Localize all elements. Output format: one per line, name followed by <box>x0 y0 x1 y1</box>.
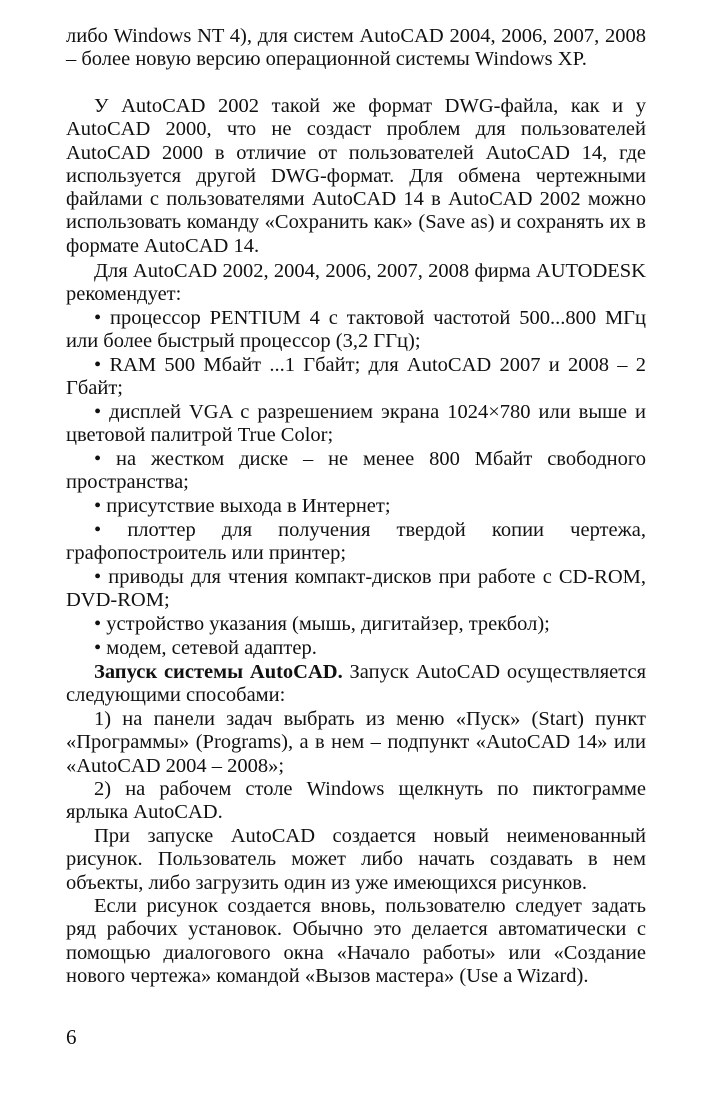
list-item-display: • дисплей VGA с разрешением экрана 1024×780 или выше и цветовой палитрой True Color; <box>66 401 646 447</box>
paragraph-recommendations: Для AutoCAD 2002, 2004, 2006, 2007, 2008 фирма AUTODESK рекомендует: <box>66 260 646 306</box>
list-item-modem: • модем, сетевой адаптер. <box>94 637 317 659</box>
list-item-plotter: • плоттер для получения твердой копии чертежа, графопостроитель или принтер; <box>66 519 646 565</box>
list-item-pointing-device: • устройство указания (мышь, дигитайзер, трекбол); <box>94 613 550 635</box>
launch-heading: Запуск системы AutoCAD. <box>94 661 343 683</box>
paragraph-continued: либо Windows NT 4), для систем AutoCAD 2004, 2006, 2007, 2008 – более новую версию операционной системы Windows XP. <box>66 25 646 71</box>
list-item-processor: • процессор PENTIUM 4 с тактовой частотой 500...800 МГц или более быстрый процессор (3,2 ГГц); <box>66 307 646 353</box>
list-item-disk: • на жестком диске – не менее 800 Мбайт свободного пространства; <box>66 448 646 494</box>
paragraph-setup: Если рисунок создается вновь, пользователю следует задать ряд рабочих установок. Обычно это делается автоматически с помощью диалогового окна «Начало работы» или «Создание нового чертежа» командой «Вызов мастера» (Use a Wizard). <box>66 895 646 987</box>
paragraph-dwg-format: У AutoCAD 2002 такой же формат DWG-файла, как и у AutoCAD 2000, что не создаст проблем для пользователей AutoCAD 2000 в отличие от пользователей AutoCAD 14, где используется другой DWG-формат. Для обмена чертежными файлами с пользователями AutoCAD 14 в AutoCAD 2002 можно использовать команду «Сохранить как» (Save as) и сохранять их в формате AutoCAD 14. <box>66 95 646 257</box>
paragraph-launch <box>66 661 646 708</box>
list-item-ram: • RAM 500 Мбайт ...1 Гбайт; для AutoCAD 2007 и 2008 – 2 Гбайт; <box>66 354 646 400</box>
launch-step-2: 2) на рабочем столе Windows щелкнуть по пиктограмме ярлыка AutoCAD. <box>66 778 646 824</box>
paragraph-new-drawing: При запуске AutoCAD создается новый неименованный рисунок. Пользователь может либо начать создавать в нем объекты, либо загрузить один из уже имеющихся рисунков. <box>66 825 646 894</box>
list-item-internet: • присутствие выхода в Интернет; <box>94 495 391 517</box>
page-number: 6 <box>66 1025 77 1049</box>
list-item-cdrom: • приводы для чтения компакт-дисков при работе с CD-ROM, DVD-ROM; <box>66 566 646 612</box>
launch-text: Запуск AutoCAD осуществляется следующими способами: <box>66 661 647 707</box>
launch-step-1: 1) на панели задач выбрать из меню «Пуск» (Start) пункт «Программы» (Programs), а в нем – подпункт «AutoCAD 14» или «AutoCAD 2004 – 2008»; <box>66 708 646 777</box>
